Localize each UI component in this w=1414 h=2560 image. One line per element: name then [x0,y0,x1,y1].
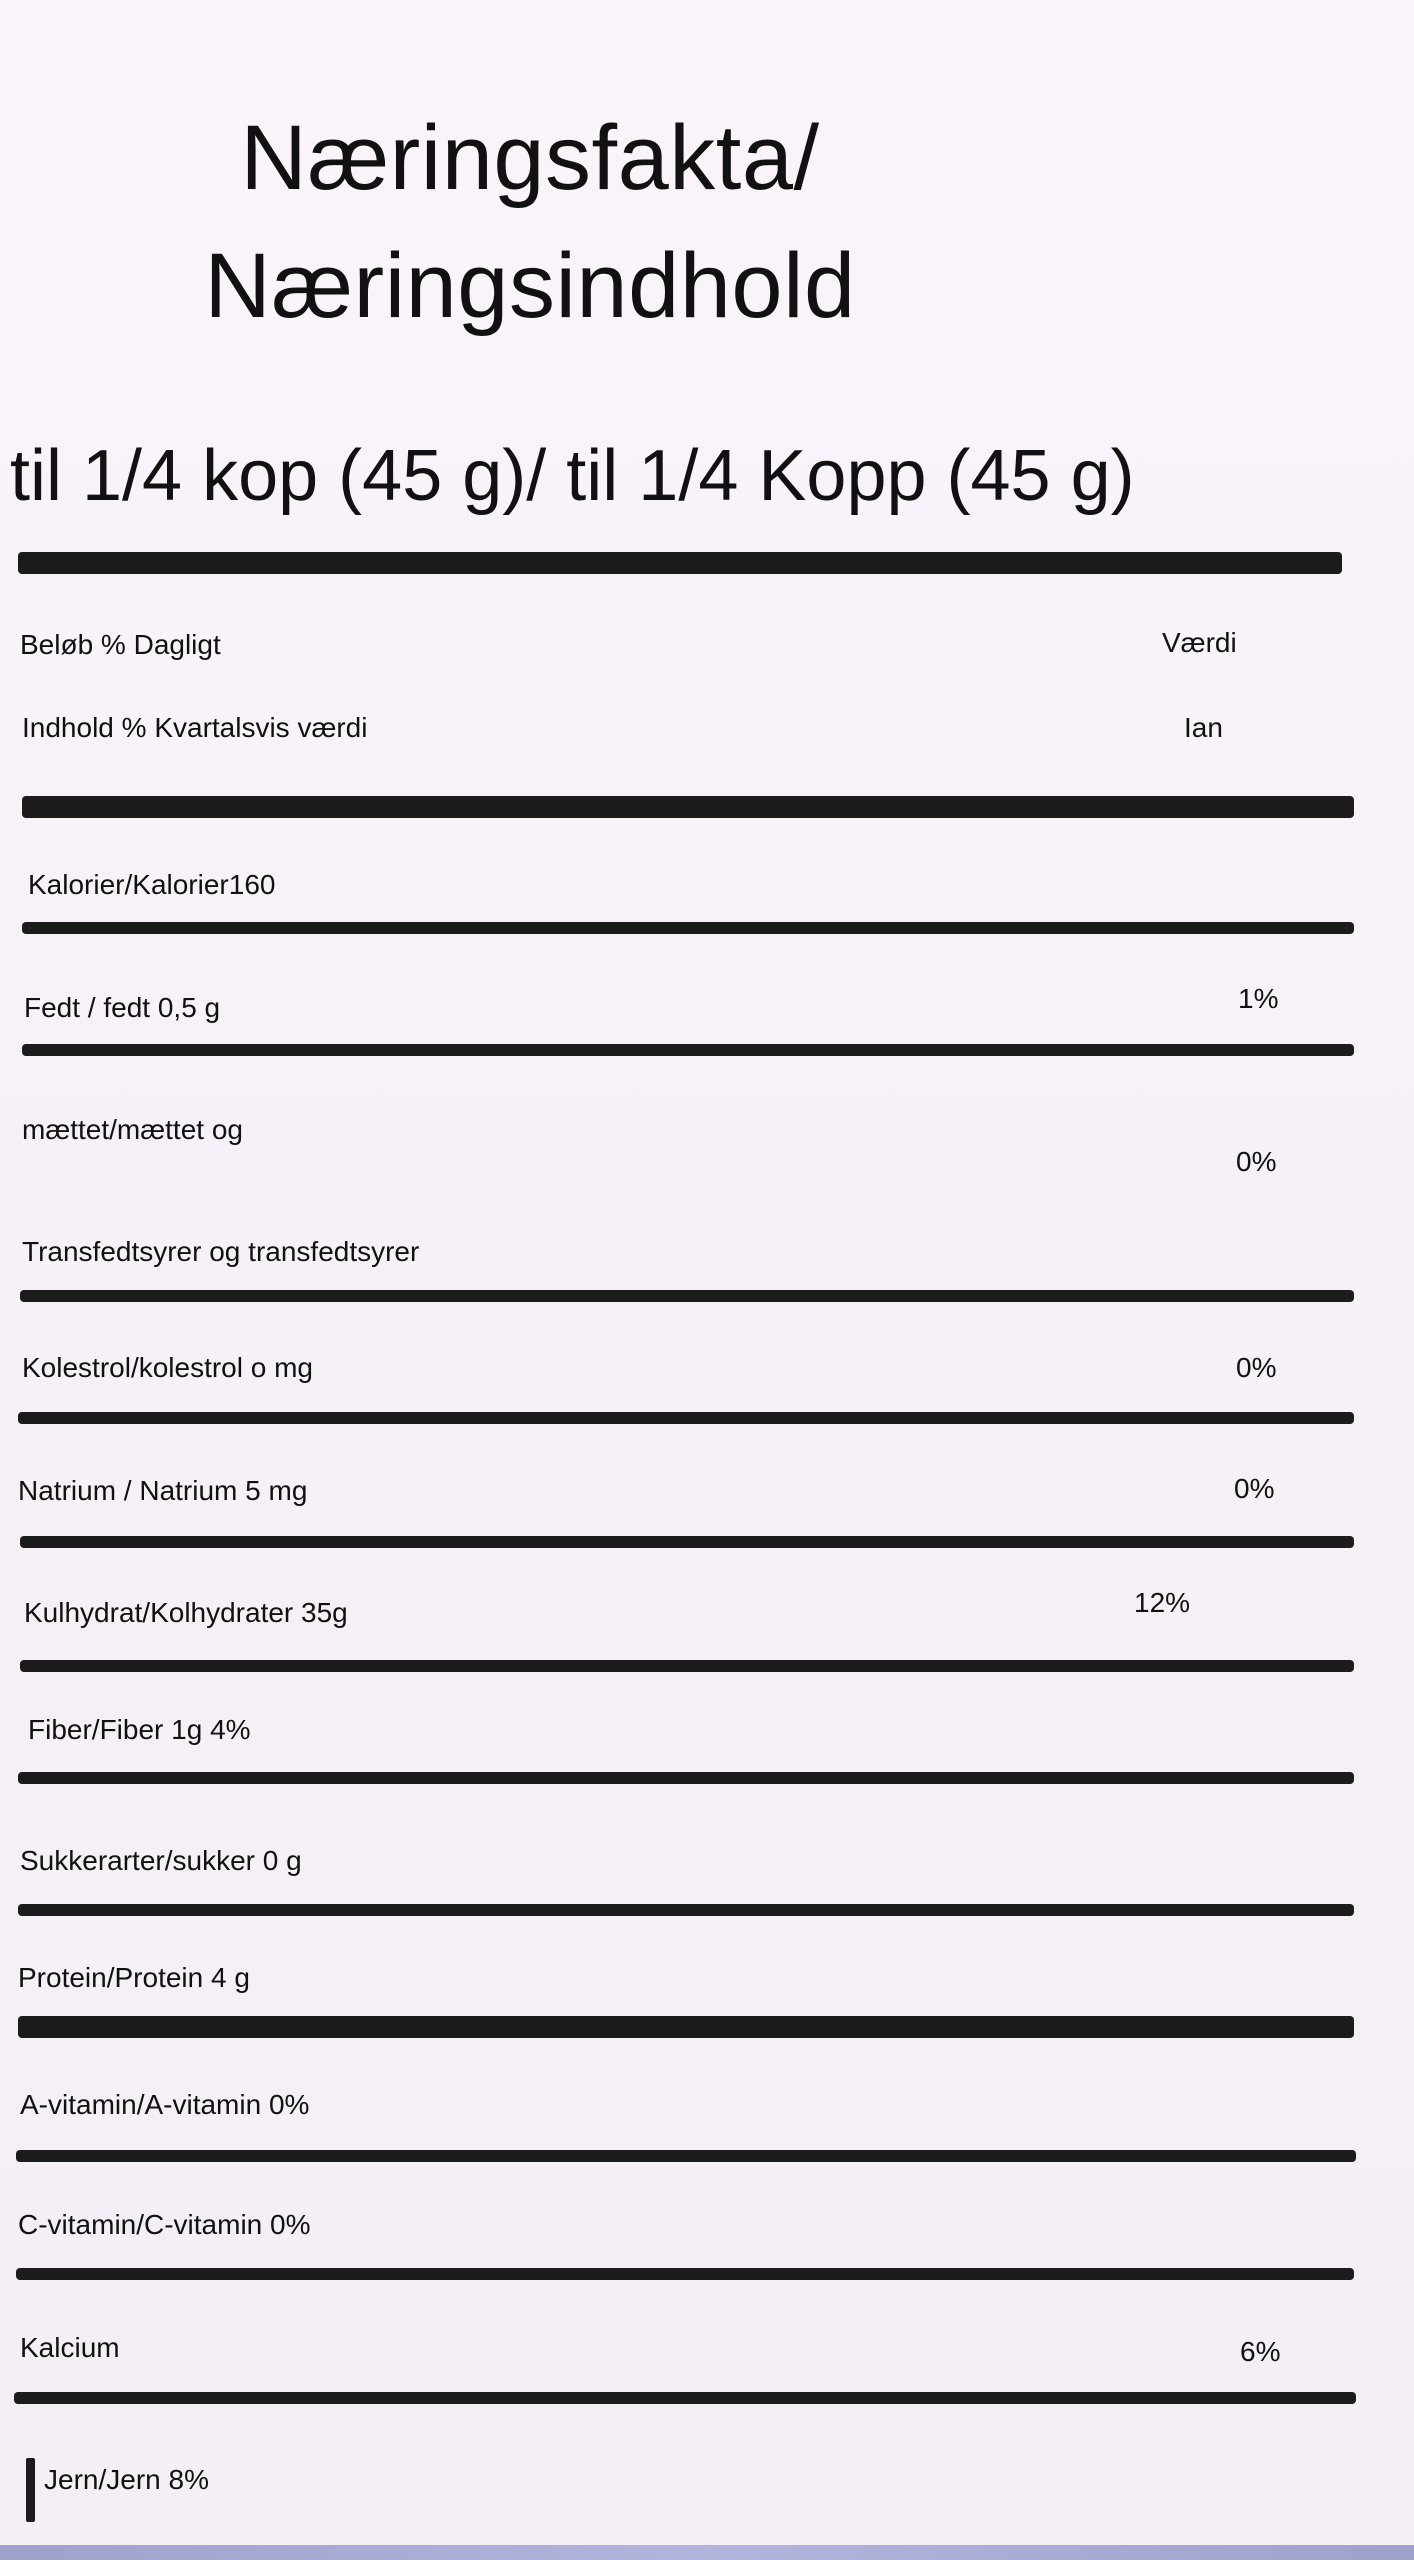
divider-row [20,1290,1354,1302]
divider-heavy-header [22,796,1354,818]
row-saturated: mættet/mættet og [22,1114,243,1145]
divider-row [14,2392,1356,2404]
row-vitamin-a: A-vitamin/A-vitamin 0% [20,2089,310,2120]
bottom-edge [0,2545,1414,2560]
row-fiber: Fiber/Fiber 1g 4% [28,1714,251,1745]
divider-row [20,1536,1354,1548]
row-cholesterol-percent: 0% [1236,1352,1277,1383]
row-carbohydrate-percent: 12% [1134,1587,1191,1618]
row-calcium-percent: 6% [1240,2336,1281,2367]
row-sodium-percent: 0% [1234,1473,1275,1504]
divider-row [18,1412,1354,1424]
divider-row [16,2150,1356,2162]
row-saturated-percent: 0% [1236,1146,1277,1177]
row-fat: Fedt / fedt 0,5 g [24,992,221,1023]
divider-row [20,1660,1354,1672]
row-carbohydrate: Kulhydrat/Kolhydrater 35g [24,1597,348,1628]
divider-row [16,2268,1354,2280]
serving-size: til 1/4 kop (45 g)/ til 1/4 Kopp (45 g) [10,436,1135,516]
divider-row [22,922,1354,934]
title-line-1: Næringsfakta/ [240,107,820,209]
divider-heavy-protein [18,2016,1354,2038]
divider-row [22,1044,1354,1056]
row-calcium: Kalcium [20,2332,120,2363]
row-vitamin-c: C-vitamin/C-vitamin 0% [18,2209,311,2240]
header-ian-label: Ian [1184,712,1223,743]
row-calories: Kalorier/Kalorier160 [28,869,276,900]
row-sodium: Natrium / Natrium 5 mg [18,1475,308,1506]
divider-heavy-top [18,552,1342,574]
row-cholesterol: Kolestrol/kolestrol o mg [22,1352,314,1383]
header-value-label: Værdi [1162,627,1237,658]
row-protein: Protein/Protein 4 g [18,1962,250,1993]
title-line-2: Næringsindhold [204,235,856,337]
header-amount-label: Beløb % Dagligt [20,629,221,660]
row-fat-percent: 1% [1238,983,1279,1014]
divider-row [18,1904,1354,1916]
iron-row-marker [26,2458,35,2522]
header-content-label: Indhold % Kvartalsvis værdi [22,712,368,743]
row-trans: Transfedtsyrer og transfedtsyrer [22,1236,420,1267]
row-iron: Jern/Jern 8% [44,2464,209,2495]
row-sugars: Sukkerarter/sukker 0 g [20,1845,302,1876]
divider-row [18,1772,1354,1784]
